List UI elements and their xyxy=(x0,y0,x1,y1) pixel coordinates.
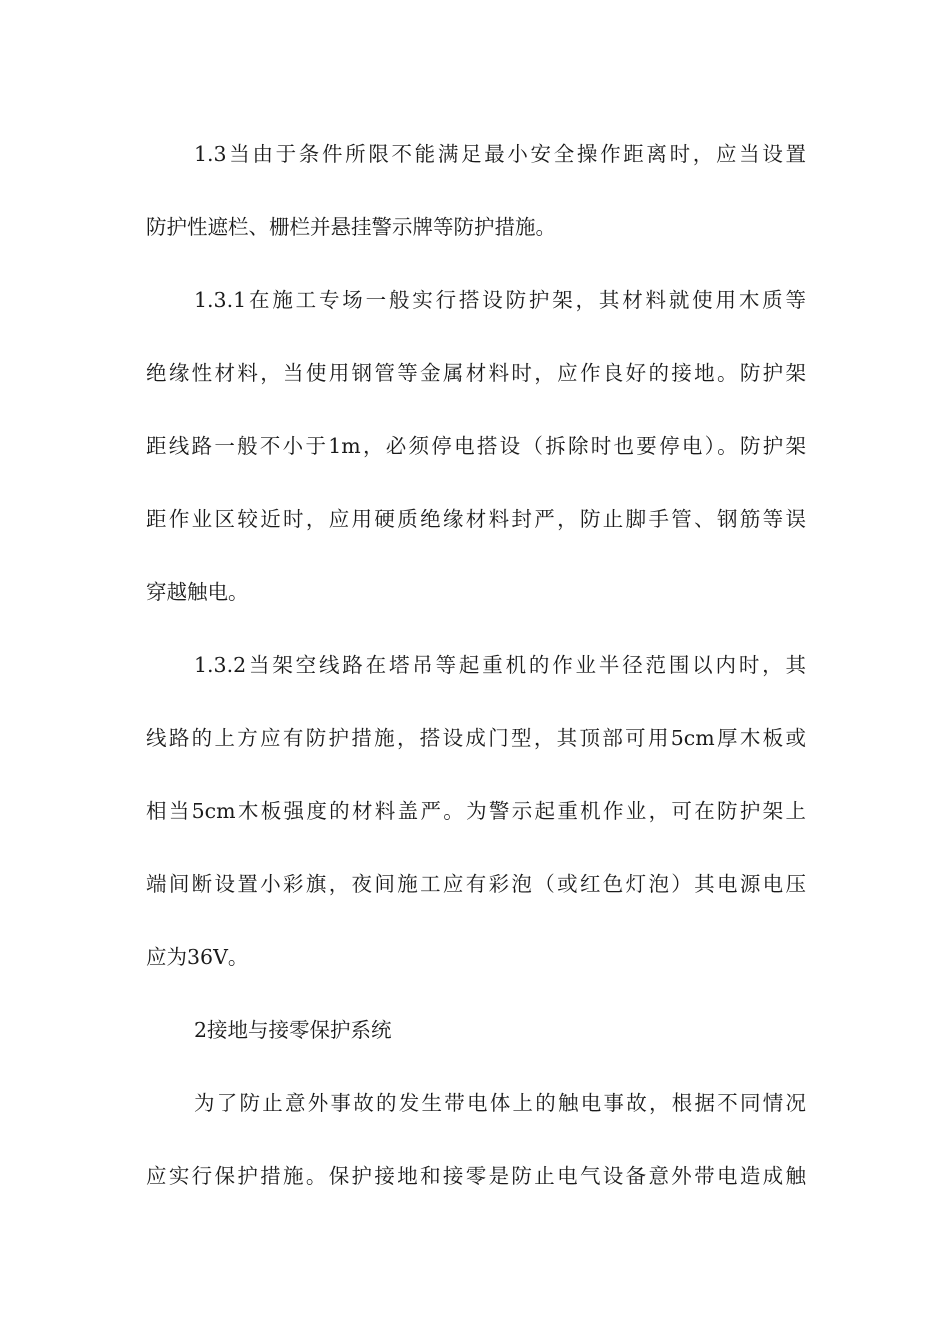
para-2-line-1: 1.3.1在施工专场一般实行搭设防护架，其材料就使用木质等 xyxy=(194,288,806,312)
para-2-line-3: 距线路一般不小于1m，必须停电搭设（拆除时也要停电）。防护架 xyxy=(146,434,806,458)
section-heading: 2接地与接零保护系统 xyxy=(194,1018,392,1042)
para-3-line-4: 端间断设置小彩旗，夜间施工应有彩泡（或红色灯泡）其电源电压 xyxy=(146,872,806,896)
para-4-line-2: 应实行保护措施。保护接地和接零是防止电气设备意外带电造成触 xyxy=(146,1164,806,1188)
para-2-line-4: 距作业区较近时，应用硬质绝缘材料封严，防止脚手管、钢筋等误 xyxy=(146,507,806,531)
para-3-line-2: 线路的上方应有防护措施，搭设成门型，其顶部可用5cm厚木板或 xyxy=(146,726,806,750)
para-4-line-1: 为了防止意外事故的发生带电体上的触电事故，根据不同情况 xyxy=(194,1091,806,1115)
para-1-line-2: 防护性遮栏、栅栏并悬挂警示牌等防护措施。 xyxy=(146,215,556,239)
para-2-line-2: 绝缘性材料，当使用钢管等金属材料时，应作良好的接地。防护架 xyxy=(146,361,806,385)
para-3-line-3: 相当5cm木板强度的材料盖严。为警示起重机作业，可在防护架上 xyxy=(146,799,806,823)
para-3-line-5: 应为36V。 xyxy=(146,945,249,969)
para-1-line-1: 1.3当由于条件所限不能满足最小安全操作距离时，应当设置 xyxy=(194,142,806,166)
para-2-line-5: 穿越触电。 xyxy=(146,580,249,604)
para-3-line-1: 1.3.2当架空线路在塔吊等起重机的作业半径范围以内时，其 xyxy=(194,653,806,677)
